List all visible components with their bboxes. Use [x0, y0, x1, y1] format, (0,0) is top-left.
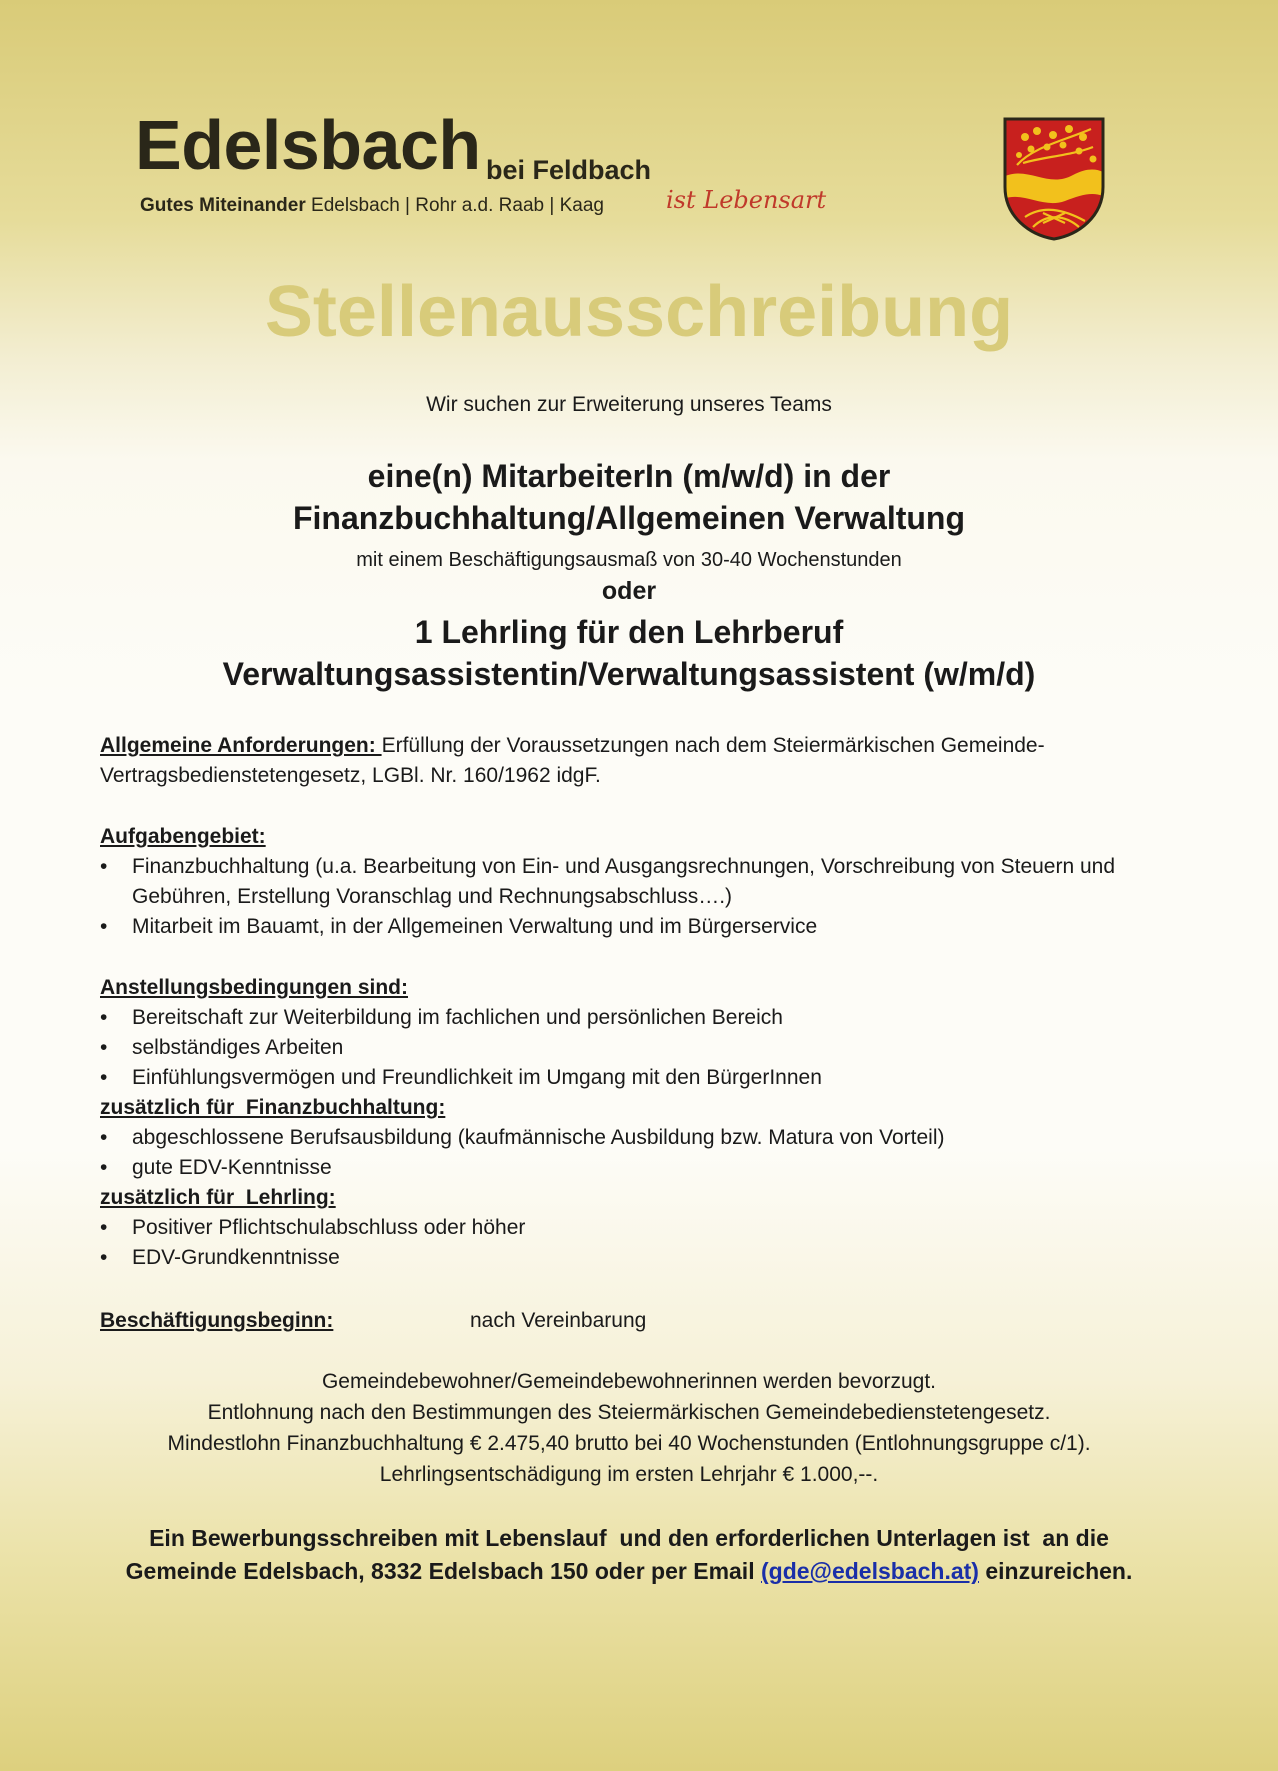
note-line: Gemeindebewohner/Gemeindebewohnerinnen werden bevorzugt. [321, 1370, 937, 1393]
note-line: Entlohnung nach den Bestimmungen des Steiermärkischen Gemeindebedienstetengesetz. [207, 1401, 1051, 1424]
tasks-list [100, 852, 1180, 942]
list-item: • selbständiges Arbeiten [100, 1033, 1180, 1063]
list-item: • abgeschlossene Berufsausbildung (kaufmännische Ausbildung bzw. Matura von Vorteil) [100, 1123, 1180, 1153]
tagline [140, 196, 604, 215]
tasks-label: Aufgabengebiet: [100, 825, 266, 848]
note-line: Mindestlohn Finanzbuchhaltung € 2.475,40 brutto bei 40 Wochenstunden (Entlohnungsgruppe c/1). [167, 1432, 1091, 1455]
conditions-label: Anstellungsbedingungen sind: [100, 976, 408, 999]
email-link[interactable]: (gde@edelsbach.at) [760, 1558, 979, 1584]
list-item: • Einfühlungsvermögen und Freundlichkeit im Umgang mit den BürgerInnen [100, 1063, 1180, 1093]
list-item: • Mitarbeit im Bauamt, in der Allgemeinen Verwaltung und im Bürgerservice [100, 912, 1180, 942]
town-subtitle: bei Feldbach [486, 155, 652, 185]
conditions-section [100, 973, 1180, 1273]
note-line: Lehrlingsentschädigung im ersten Lehrjahr € 1.000,--. [379, 1463, 879, 1486]
tasks-section [100, 822, 1180, 942]
start-row [100, 1306, 1180, 1336]
position-2-title [0, 612, 1258, 695]
extra-finance-label: zusätzlich für Finanzbuchhaltung: [100, 1096, 446, 1119]
position-2-line1: 1 Lehrling für den Lehrberuf [414, 614, 844, 650]
town-name: Edelsbach [135, 106, 481, 184]
coat-of-arms-icon [1003, 117, 1105, 241]
or-label: oder [601, 577, 657, 605]
extra-apprentice-label: zusätzlich für Lehrling: [100, 1186, 336, 1209]
notes-block [0, 1366, 1258, 1490]
closing-block [0, 1522, 1258, 1588]
tagline-places: Edelsbach | Rohr a.d. Raab | Kaag [311, 195, 604, 216]
position-1-line2: Finanzbuchhaltung/Allgemeinen Verwaltung [292, 499, 966, 536]
extra-finance-list [100, 1123, 1180, 1183]
position-1-hours: mit einem Beschäftigungsausmaß von 30-40 Wochenstunden [356, 549, 902, 571]
position-2-line2: Verwaltungsassistentin/Verwaltungsassistent (w/m/d) [222, 655, 1036, 692]
list-item: • gute EDV-Kenntnisse [100, 1153, 1180, 1183]
position-1-title [0, 456, 1258, 539]
intro-text: Wir suchen zur Erweiterung unseres Teams [426, 393, 832, 416]
tagline-bold: Gutes Miteinander [140, 195, 306, 216]
closing-line2 [0, 1555, 1258, 1588]
page-title: Stellenausschreibung [264, 272, 1014, 352]
list-item: • Positiver Pflichtschulabschluss oder höher [100, 1213, 1180, 1243]
closing-line2-suffix: einzureichen. [978, 1558, 1133, 1584]
closing-line1: Ein Bewerbungsschreiben mit Lebenslauf und den erforderlichen Unterlagen ist an die [149, 1525, 1109, 1551]
extra-apprentice-list [100, 1213, 1180, 1273]
requirements-paragraph [100, 731, 1180, 791]
requirements-text: Erfüllung der Voraussetzungen nach dem Steiermärkischen Gemeinde-Vertragsbedienstetengesetz, LGBl. Nr. 160/1962 idgF. [100, 734, 1045, 787]
list-item: • Finanzbuchhaltung (u.a. Bearbeitung von Ein- und Ausgangsrechnungen, Vorschreibung von Steuern und Gebühren, Erstellung Voranschlag und Rechnungsabschluss….) [100, 852, 1180, 912]
start-value: nach Vereinbarung [470, 1309, 647, 1332]
start-label: Beschäftigungsbeginn: [100, 1309, 334, 1332]
list-item: • Bereitschaft zur Weiterbildung im fachlichen und persönlichen Bereich [100, 1003, 1180, 1033]
list-item: • EDV-Grundkenntnisse [100, 1243, 1180, 1273]
requirements-label: Allgemeine Anforderungen: [100, 734, 382, 757]
conditions-list [100, 1003, 1180, 1093]
closing-line2-prefix: Gemeinde Edelsbach, 8332 Edelsbach 150 oder per Email [125, 1558, 761, 1584]
position-1-line1: eine(n) MitarbeiterIn (m/w/d) in der [367, 458, 891, 494]
slogan: ist Lebensart [666, 186, 827, 214]
